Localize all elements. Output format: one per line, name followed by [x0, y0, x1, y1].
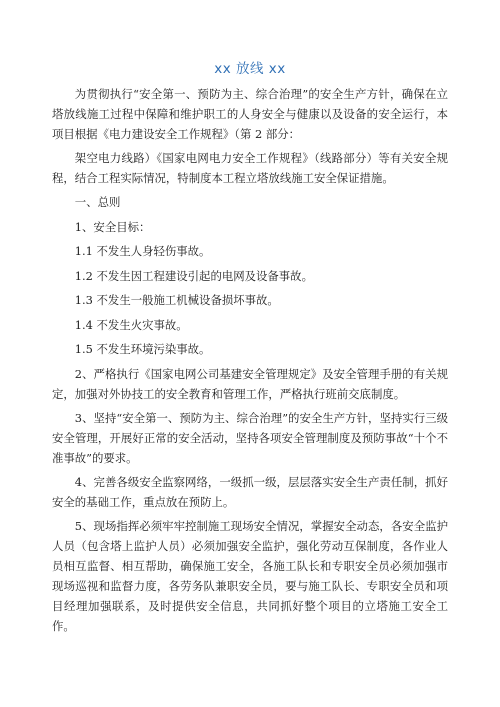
list-item-goal-1-3: 1.3 不发生一般施工机械设备损坏事故。: [74, 293, 279, 307]
paragraph-item-4: 4、完善各级安全监察网络，一级抓一级，层层落实安全生产责任制，抓好安全的基础工作，重点放在预防上。: [52, 474, 448, 509]
paragraph-item-5: 5、现场指挥必须牢牢控制施工现场安全情况，掌握安全动态，各安全监护人员（包含塔上监护人员）必须加强安全监护，强化劳动互保制度，各作业人员相互监督、相互帮助，确保施工安全，各施工队长和专职安全员必须加强市现场巡视和监督力度，各劳务队兼职安全员，要与施工队长、专职安全员和项目经理加强联系，及时提供安全信息，共同抓好整个项目的立塔施工安全工作。: [52, 518, 448, 633]
list-item-goal-1-2: 1.2 不发生因工程建设引起的电网及设备事故。: [74, 268, 313, 283]
section-heading-general: 一、总则: [74, 195, 121, 209]
document-title: xx 放线 xx: [214, 61, 286, 77]
paragraph-basis: 架空电力线路）《国家电网电力安全工作规程》（线路部分）等有关安全规程，结合工程实际情况，特制度本工程立塔放线施工安全保证措施。: [52, 151, 448, 185]
list-item-goal-1-5: 1.5 不发生环境污染事故。: [74, 342, 211, 356]
list-item-goal-1-1: 1.1 不发生人身轻伤事故。: [74, 244, 211, 258]
list-item-safety-goal: 1、安全目标：: [74, 219, 151, 234]
list-item-goal-1-4: 1.4 不发生火灾事故。: [74, 317, 188, 332]
paragraph-intro: 为贯彻执行“安全第一、预防为主、综合治理”的安全生产方针，确保在立塔放线施工过程中保障和维护职工的人身安全与健康以及设备的安全运行，本项目根据《电力建设安全工作规程》（第 2 部分：: [52, 87, 448, 141]
paragraph-item-2: 2、严格执行《国家电网公司基建安全管理规定》及安全管理手册的有关规定，加强对外协技工的安全教育和管理工作，严格执行班前交底制度。: [52, 366, 448, 401]
paragraph-item-3: 3、坚持“安全第一、预防为主、综合治理”的安全生产方针，坚持实行三级安全管理，开展好正常的安全活动，坚持各项安全管理制度及预防事故“十个不准事故”的要求。: [52, 410, 448, 465]
